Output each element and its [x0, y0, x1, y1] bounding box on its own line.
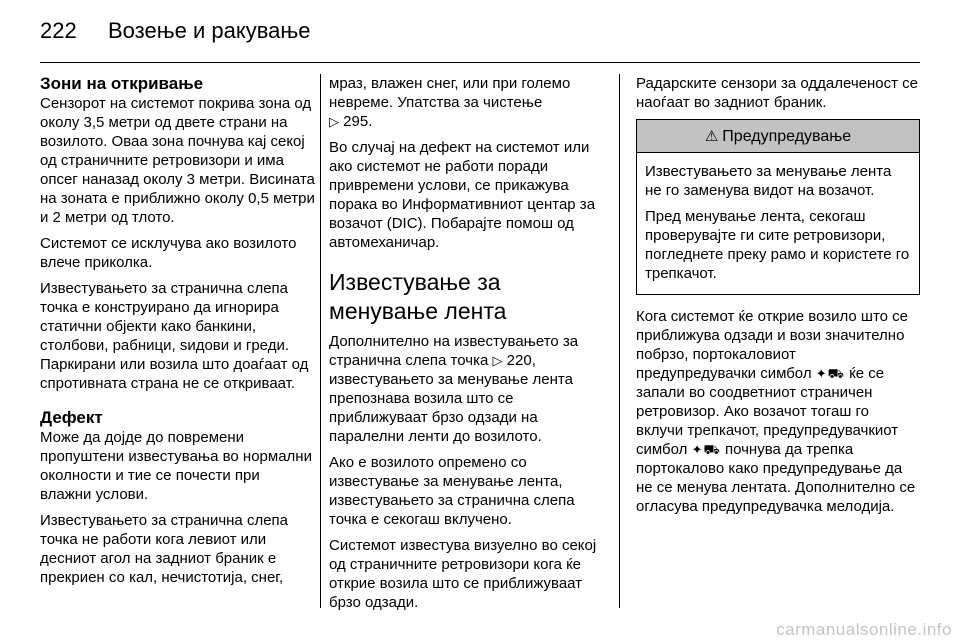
- column-3: [636, 74, 920, 523]
- paragraph: Радарските сензори за оддалеченост се наоѓаат во задниот браник.: [636, 75, 919, 111]
- column-divider-2: [619, 74, 620, 608]
- warning-paragraph: Известувањето за менување лента не го заменува видот на возачот.: [645, 163, 892, 199]
- heading-defect: Дефект: [40, 408, 103, 427]
- page-reference-arrow-icon: ▷: [492, 353, 503, 368]
- warning-title: Предупредување: [722, 128, 852, 145]
- paragraph: Во случај на дефект на системот или ако системот не работи поради привремени услови, се прикажува порака во Информативниот центар за возачот (DIC). Побарајте помош од автомеханичар.: [329, 139, 596, 251]
- paragraph: мраз, влажен снег, или при големо невреме. Упатства за чистење ▷ 295.: [329, 75, 571, 130]
- warning-box: [636, 119, 920, 295]
- page-title: Возење и ракување: [108, 18, 311, 43]
- column-2: [329, 74, 612, 619]
- page-reference-arrow-icon: ▷: [329, 114, 339, 129]
- paragraph: Известувањето за странична слепа точка не работи кога левиот или десниот агол на задниот браник е прекриен со кал, нечистотија, снег,: [40, 512, 288, 586]
- paragraph: Системот се исклучува ако возилото влече приколка.: [40, 235, 297, 271]
- page-number: 222: [40, 18, 77, 43]
- page-reference[interactable]: 295.: [343, 113, 373, 130]
- paragraph: Известувањето за странична слепа точка е конструирано да игнорира статични објекти како банкини, столбови, рабници, ѕидови и греди. Паркирани или возила што доаѓаат од спротивната страна не се откриваат.: [40, 280, 309, 392]
- column-1: [40, 74, 315, 594]
- warning-triangle-icon: ⚠: [704, 128, 719, 145]
- warning-paragraph: Пред менување лента, секогаш проверувајте ги сите ретровизори, погледнете преку рамо и користете го трепкачот.: [645, 208, 910, 282]
- lane-change-warning-symbol-icon: ✦⛟: [691, 442, 721, 457]
- page-reference[interactable]: 220,: [506, 352, 536, 369]
- header-rule: [40, 62, 920, 63]
- lane-change-warning-symbol-icon: ✦⛟: [815, 366, 845, 381]
- paragraph: Сензорот на системот покрива зона од околу 3,5 метри од двете страни на возилото. Оваа зона почнува кај секој од страничните ретровизори и има опсег наназад околу 3 метри. Висината на зоната е приближно околу 0,5 метри и 2 метри од тлото.: [40, 95, 315, 226]
- heading-detection-zones: Зони на откривање: [40, 74, 204, 93]
- paragraph: Ако е возилото опремено со известување за менување лента, известувањето за странична слепа точка е секогаш вклучено.: [329, 454, 575, 528]
- warning-header: [637, 120, 919, 153]
- heading-lane-change-alert: Известување за менување лента: [329, 269, 507, 324]
- page-header: [40, 18, 311, 48]
- column-divider-1: [320, 74, 321, 608]
- paragraph: Кога системот ќе открие возило што се приближува одзади и вози значително побрзо, портокаловиот предупредувачки симбол ✦⛟ ќе се запали во соодветниот страничен ретровизор. Ако возачот тогаш го вклучи трепкачот, предупредувачкиот симбол ✦⛟ почнува да трепка портокалово како предупредување да не се менува лентата. Дополнително се огласува предупредувачка мелодија.: [636, 308, 916, 515]
- paragraph: Системот известува визуелно во секој од страничните ретровизори кога ќе открие возила што се приближуваат брзо одзади.: [329, 537, 597, 611]
- paragraph: Дополнително на известувањето за странична слепа точка ▷ 220, известувањето за менување лента препознава возила што се приближуваат брзо одзади на паралелни ленти до возилото.: [329, 333, 579, 445]
- paragraph: Може да дојде до повремени пропуштени известувања во нормални околности и тие се почести при влажни услови.: [40, 429, 312, 503]
- warning-body: [637, 153, 919, 294]
- watermark: carmanualsonline.info: [776, 620, 952, 639]
